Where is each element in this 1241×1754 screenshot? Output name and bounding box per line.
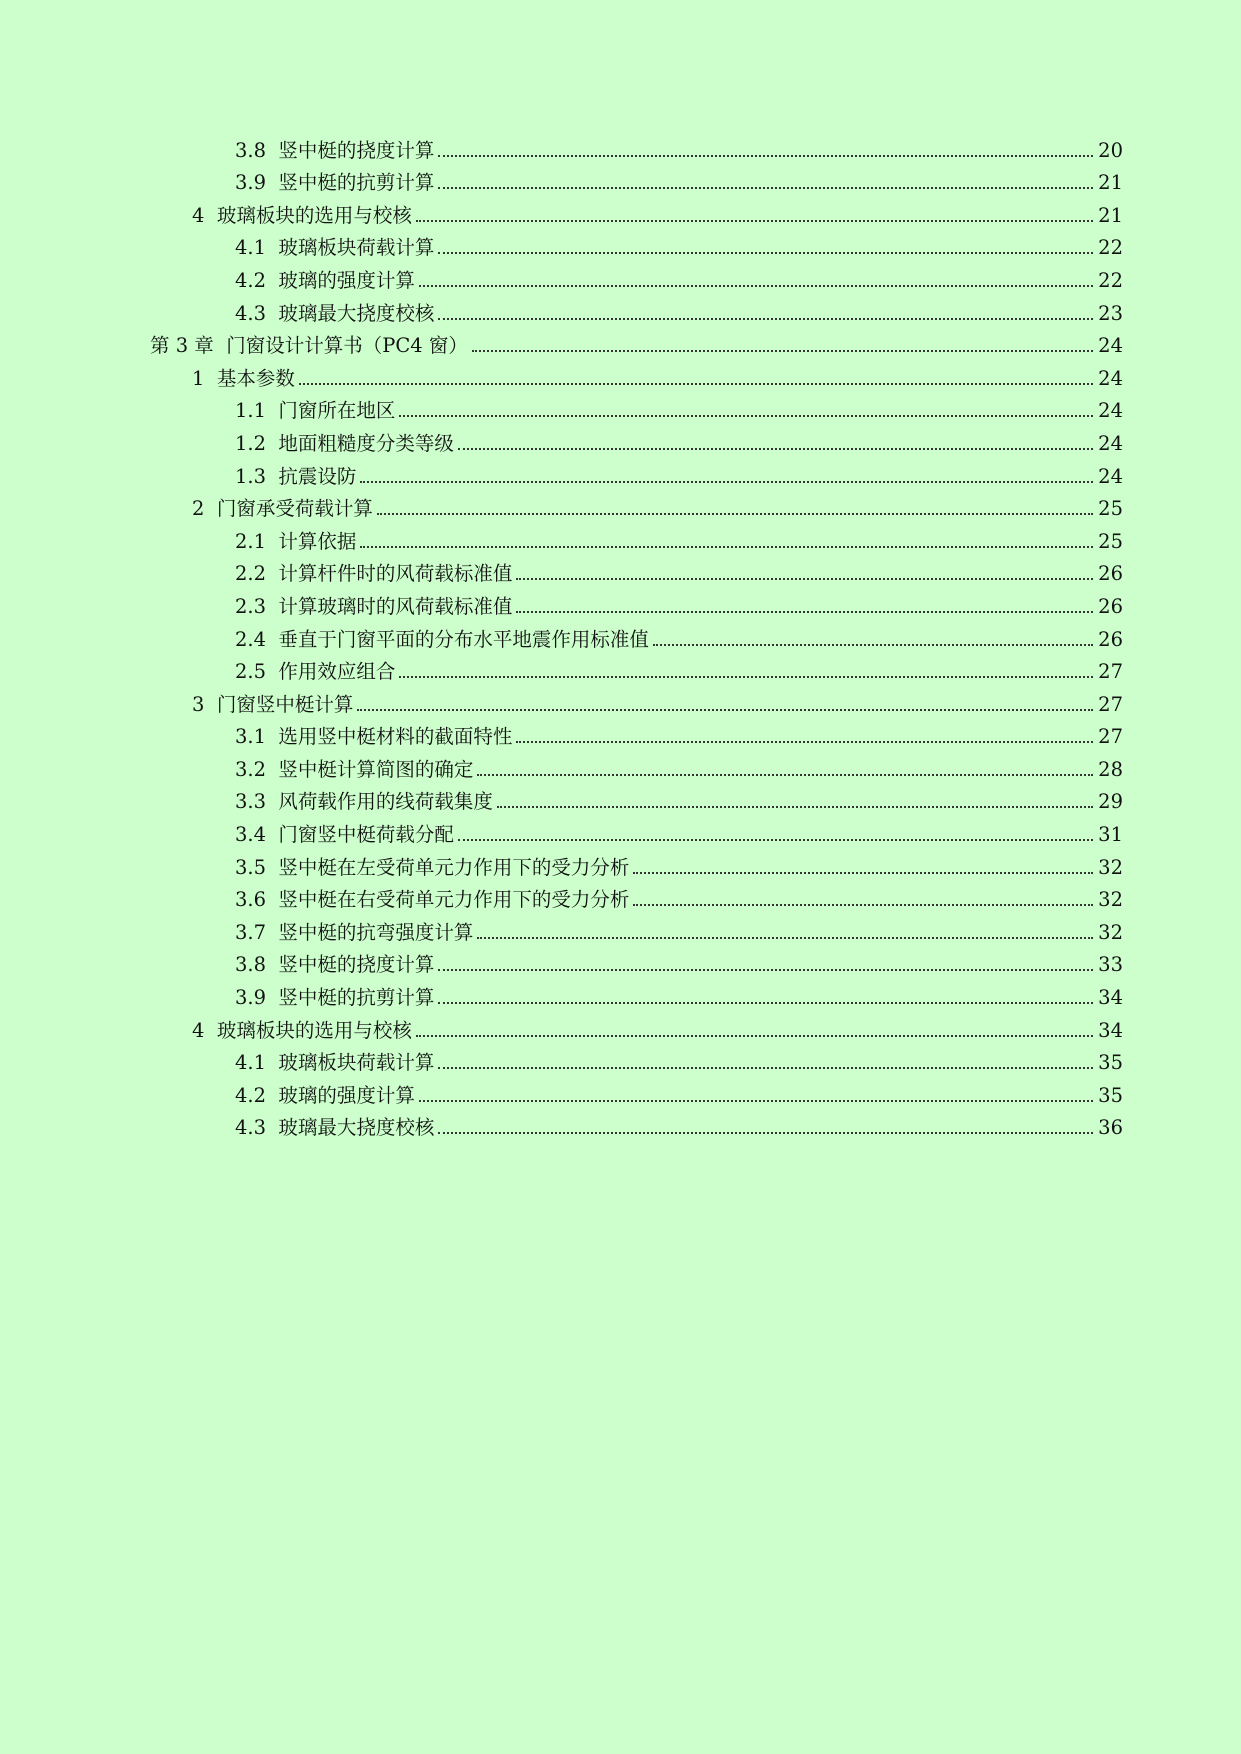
dot-leader: [438, 969, 1093, 971]
toc-entry-number: 4.1: [235, 236, 279, 260]
toc-entry-page-number: 34: [1098, 1018, 1123, 1042]
toc-entry-number: 3: [192, 692, 217, 716]
toc-entry-page-number: 26: [1098, 627, 1123, 651]
toc-entry-page-number: 29: [1098, 790, 1123, 814]
toc-entry[interactable]: [0, 685, 1241, 718]
toc-entry-page-number: 26: [1098, 594, 1123, 618]
dot-leader: [438, 252, 1093, 254]
dot-leader: [653, 644, 1093, 646]
toc-entry-page-number: 32: [1098, 920, 1123, 944]
toc-entry-page-number: 27: [1098, 692, 1123, 716]
toc-entry-page-number: 24: [1098, 399, 1123, 423]
toc-entry-page-number: 34: [1098, 986, 1123, 1010]
toc-entry[interactable]: [0, 424, 1241, 457]
dot-leader: [399, 676, 1093, 678]
toc-entry[interactable]: [0, 587, 1241, 620]
toc-entry[interactable]: [0, 1076, 1241, 1109]
toc-entry-page-number: 26: [1098, 562, 1123, 586]
toc-entry-title: 计算杆件时的风荷载标准值: [278, 562, 513, 586]
toc-entry-number: 3.6: [235, 888, 279, 912]
toc-entry[interactable]: [0, 1011, 1241, 1044]
toc-entry-number: 4: [192, 203, 217, 227]
dot-leader: [416, 220, 1093, 222]
toc-entry[interactable]: [0, 750, 1241, 783]
toc-entry-number: 4: [192, 1018, 217, 1042]
toc-entry-page-number: 35: [1098, 1083, 1123, 1107]
toc-entry-page-number: 31: [1098, 823, 1123, 847]
toc-entry[interactable]: [0, 261, 1241, 294]
dot-leader: [377, 513, 1093, 515]
toc-entry-title: 玻璃最大挠度校核: [278, 1116, 435, 1140]
toc-entry-number: 2.3: [235, 594, 279, 618]
toc-entry-number: 3.2: [235, 757, 279, 781]
dot-leader: [438, 187, 1093, 189]
toc-entry-number: 1.1: [235, 399, 279, 423]
toc-entry-title: 计算玻璃时的风荷载标准值: [278, 594, 513, 618]
toc-entry-number: 2: [192, 497, 217, 521]
toc-entry-title: 门窗竖中梃计算: [216, 692, 354, 716]
toc-entry-number: 3.4: [235, 823, 279, 847]
toc-entry[interactable]: [0, 131, 1241, 164]
dot-leader: [516, 741, 1093, 743]
toc-entry[interactable]: [0, 359, 1241, 392]
toc-entry-page-number: 20: [1098, 138, 1123, 162]
dot-leader: [438, 318, 1093, 320]
toc-entry-number: 2.5: [235, 660, 279, 684]
toc-entry-title: 竖中梃的挠度计算: [278, 953, 435, 977]
toc-entry-page-number: 24: [1098, 334, 1123, 358]
toc-entry-title: 玻璃的强度计算: [278, 1083, 415, 1107]
toc-entry[interactable]: [0, 229, 1241, 262]
dot-leader: [633, 872, 1093, 874]
toc-entry-title: 玻璃板块荷载计算: [278, 1051, 435, 1075]
toc-entry-title: 选用竖中梃材料的截面特性: [278, 725, 513, 749]
toc-entry-number: 4.2: [235, 1083, 279, 1107]
dot-leader: [477, 937, 1093, 939]
toc-entry-title: 抗震设防: [278, 464, 357, 488]
toc-entry-title: 门窗所在地区: [278, 399, 396, 423]
dot-leader: [399, 415, 1093, 417]
toc-entry-title: 地面粗糙度分类等级: [278, 431, 454, 455]
toc-entry-page-number: 32: [1098, 855, 1123, 879]
toc-entry[interactable]: [0, 913, 1241, 946]
toc-entry[interactable]: [0, 457, 1241, 490]
toc-entry[interactable]: [0, 490, 1241, 523]
dot-leader: [438, 1067, 1093, 1069]
toc-entry-page-number: 25: [1098, 497, 1123, 521]
toc-entry-title: 玻璃的强度计算: [278, 268, 415, 292]
toc-entry-number: 3.5: [235, 855, 279, 879]
toc-entry-number: 2.2: [235, 562, 279, 586]
toc-entry[interactable]: [0, 881, 1241, 914]
toc-entry-page-number: 21: [1098, 203, 1123, 227]
toc-entry[interactable]: [0, 946, 1241, 979]
dot-leader: [360, 546, 1093, 548]
toc-entry-number: 3.3: [235, 790, 279, 814]
dot-leader: [472, 350, 1093, 352]
toc-entry-page-number: 24: [1098, 464, 1123, 488]
toc-entry-number: 3.9: [235, 986, 279, 1010]
dot-leader: [458, 448, 1093, 450]
table-of-contents: [0, 131, 1241, 1141]
dot-leader: [633, 904, 1093, 906]
toc-entry-number: 3.8: [235, 138, 279, 162]
toc-entry-number: 3.9: [235, 171, 279, 195]
toc-entry[interactable]: [0, 848, 1241, 881]
toc-entry[interactable]: [0, 978, 1241, 1011]
toc-entry-number: 3.7: [235, 920, 279, 944]
toc-entry-page-number: 21: [1098, 171, 1123, 195]
toc-entry[interactable]: [0, 294, 1241, 327]
toc-entry-title: 作用效应组合: [278, 660, 396, 684]
toc-entry-number: 3.1: [235, 725, 279, 749]
toc-entry[interactable]: [0, 1044, 1241, 1077]
dot-leader: [419, 1100, 1093, 1102]
toc-entry-title: 竖中梃的抗剪计算: [278, 986, 435, 1010]
toc-entry-title: 计算依据: [278, 529, 357, 553]
toc-entry-number: 1: [192, 366, 217, 390]
dot-leader: [438, 1002, 1093, 1004]
toc-entry[interactable]: [0, 196, 1241, 229]
dot-leader: [416, 1035, 1093, 1037]
toc-entry-title: 风荷载作用的线荷载集度: [278, 790, 493, 814]
toc-entry[interactable]: [0, 555, 1241, 588]
toc-entry-title: 玻璃板块的选用与校核: [216, 1018, 412, 1042]
dot-leader: [360, 481, 1093, 483]
toc-entry[interactable]: [0, 815, 1241, 848]
toc-entry-number: 1.3: [235, 464, 279, 488]
dot-leader: [477, 774, 1093, 776]
dot-leader: [497, 806, 1093, 808]
toc-entry[interactable]: [0, 620, 1241, 653]
toc-entry-page-number: 22: [1098, 268, 1123, 292]
dot-leader: [419, 285, 1093, 287]
dot-leader: [516, 578, 1093, 580]
toc-entry-title: 玻璃板块荷载计算: [278, 236, 435, 260]
toc-entry-title: 竖中梃计算简图的确定: [278, 757, 474, 781]
dot-leader: [438, 155, 1093, 157]
toc-entry-number: 4.3: [235, 1116, 279, 1140]
toc-entry-title: 垂直于门窗平面的分布水平地震作用标准值: [278, 627, 649, 651]
toc-entry-title: 竖中梃的抗剪计算: [278, 171, 435, 195]
toc-entry[interactable]: [0, 783, 1241, 816]
toc-entry-number: 2.1: [235, 529, 279, 553]
toc-entry-page-number: 32: [1098, 888, 1123, 912]
toc-entry-number: 2.4: [235, 627, 279, 651]
toc-entry-number: 4.3: [235, 301, 279, 325]
toc-entry-title: 门窗竖中梃荷载分配: [278, 823, 454, 847]
toc-entry-number: 4.1: [235, 1051, 279, 1075]
toc-entry-title: 竖中梃在右受荷单元力作用下的受力分析: [278, 888, 630, 912]
toc-entry[interactable]: [0, 327, 1241, 360]
toc-entry-title: 竖中梃的抗弯强度计算: [278, 920, 474, 944]
toc-entry-page-number: 27: [1098, 660, 1123, 684]
toc-entry-page-number: 35: [1098, 1051, 1123, 1075]
dot-leader: [438, 1132, 1093, 1134]
toc-entry-number: 4.2: [235, 268, 279, 292]
toc-entry[interactable]: [0, 522, 1241, 555]
toc-entry-number: 第 3 章: [150, 334, 227, 358]
toc-entry-page-number: 27: [1098, 725, 1123, 749]
toc-entry-page-number: 36: [1098, 1116, 1123, 1140]
toc-entry-page-number: 28: [1098, 757, 1123, 781]
dot-leader: [458, 839, 1093, 841]
toc-entry-title: 玻璃最大挠度校核: [278, 301, 435, 325]
toc-entry-title: 门窗设计计算书（PC4 窗）: [226, 334, 468, 358]
toc-entry-title: 玻璃板块的选用与校核: [216, 203, 412, 227]
dot-leader: [299, 383, 1093, 385]
toc-entry-title: 竖中梃的挠度计算: [278, 138, 435, 162]
toc-entry-page-number: 25: [1098, 529, 1123, 553]
dot-leader: [357, 709, 1093, 711]
toc-entry-title: 竖中梃在左受荷单元力作用下的受力分析: [278, 855, 630, 879]
toc-entry[interactable]: [0, 392, 1241, 425]
toc-entry-title: 门窗承受荷载计算: [216, 497, 373, 521]
toc-entry-number: 1.2: [235, 431, 279, 455]
toc-entry-page-number: 33: [1098, 953, 1123, 977]
toc-entry-title: 基本参数: [216, 366, 295, 390]
dot-leader: [516, 611, 1093, 613]
toc-entry-page-number: 23: [1098, 301, 1123, 325]
toc-entry[interactable]: [0, 718, 1241, 751]
toc-entry-page-number: 24: [1098, 431, 1123, 455]
toc-entry-page-number: 22: [1098, 236, 1123, 260]
toc-entry-number: 3.8: [235, 953, 279, 977]
toc-entry-page-number: 24: [1098, 366, 1123, 390]
toc-entry[interactable]: [0, 1109, 1241, 1142]
toc-entry[interactable]: [0, 653, 1241, 686]
toc-entry[interactable]: [0, 164, 1241, 197]
